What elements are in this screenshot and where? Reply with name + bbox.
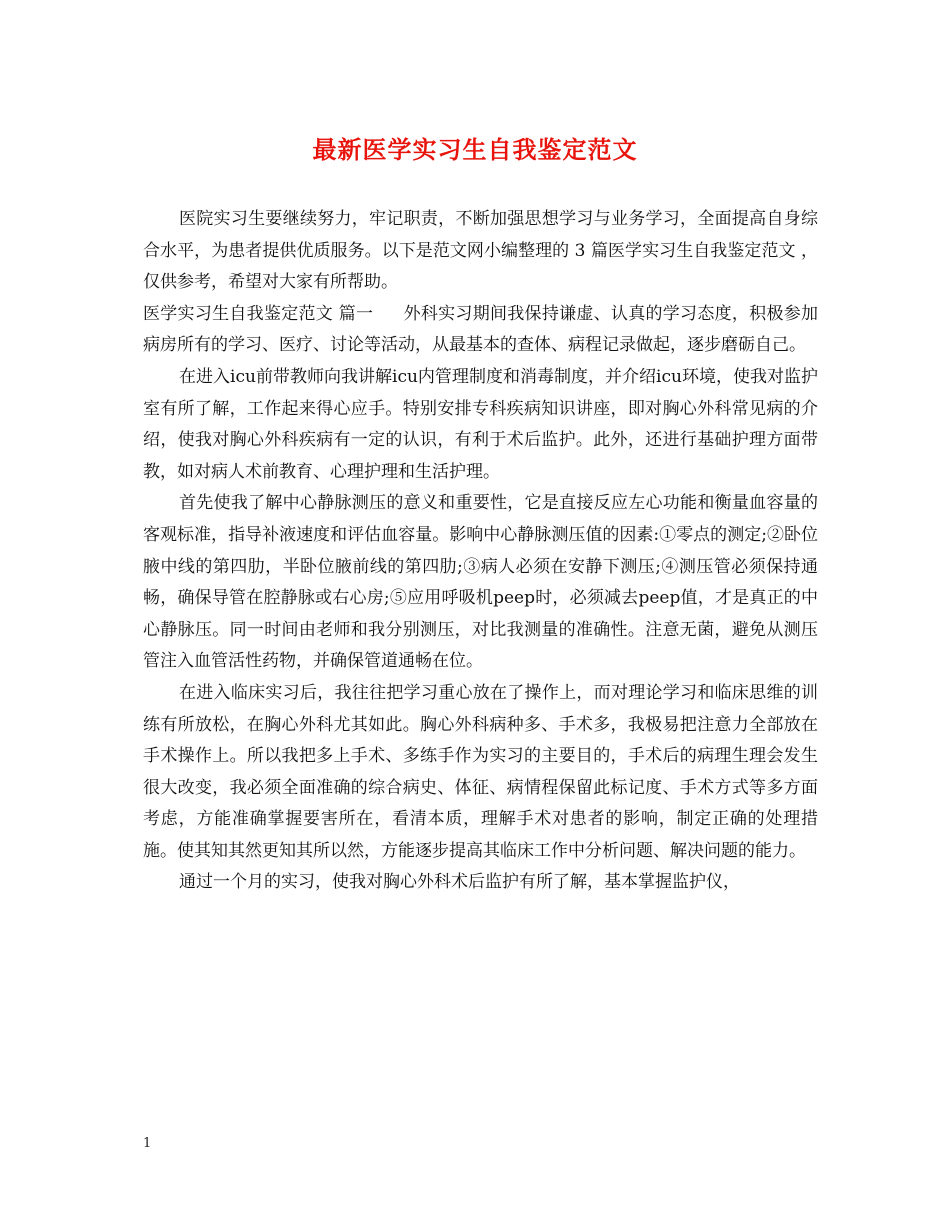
body-paragraph: 在进入icu前带教师向我讲解icu内管理制度和消毒制度，并介绍icu环境，使我对监护室有所了解，工作起来得心应手。特别安排专科疾病知识讲座，即对胸心外科常见病的介绍，使我对胸心外科疾病有一定的认识，有利于术后监护。此外，还进行基础护理方面带教，如对病人术前教育、心理护理和生活护理。 <box>143 366 818 482</box>
section-paragraph <box>143 299 818 362</box>
intro-paragraph: 医院实习生要继续努力，牢记职责，不断加强思想学习与业务学习，全面提高自身综合水平，为患者提供优质服务。以下是范文网小编整理的 3 篇医学实习生自我鉴定范文 ，仅供参考，希望对大家有所帮助。 <box>143 209 818 293</box>
document-body <box>143 204 818 899</box>
section-text: 外科实习期间我保持谦虚、认真的学习态度，积极参加病房所有的学习、医疗、讨论等活动，从最基本的查体、病程记录做起，逐步磨砺自己。 <box>143 303 819 356</box>
document-title: 最新医学实习生自我鉴定范文 <box>312 135 638 164</box>
body-paragraph: 在进入临床实习后，我往往把学习重心放在了操作上，而对理论学习和临床思维的训练有所放松，在胸心外科尤其如此。胸心外科病种多、手术多，我极易把注意力全部放在手术操作上。所以我把多上手术、多练手作为实习的主要目的，手术后的病理生理会发生很大改变，我必须全面准确的综合病史、体征、病情程保留此标记度、手术方式等多方面考虑，方能准确掌握要害所在，看清本质，理解手术对患者的影响，制定正确的处理措施。使其知其然更知其所以然，方能逐步提高其临床工作中分析问题、解决问题的能力。 <box>143 682 818 861</box>
page-number: 1 <box>143 1136 152 1151</box>
section-label: 医学实习生自我鉴定范文 篇一 <box>143 303 374 324</box>
body-paragraph: 首先使我了解中心静脉测压的意义和重要性，它是直接反应左心功能和衡量血容量的客观标准，指导补液速度和评估血容量。影响中心静脉测压值的因素:①零点的测定;②卧位腋中线的第四肋，半卧位腋前线的第四肋;③病人必须在安静下测压;④测压管必须保持通畅，确保导管在腔静脉或右心房;⑤应用呼吸机peep时，必须减去peep值，才是真正的中心静脉压。同一时间由老师和我分别测压，对比我测量的准确性。注意无菌，避免从测压管注入血管活性药物，并确保管道通畅在位。 <box>143 493 818 672</box>
body-paragraph: 通过一个月的实习，使我对胸心外科术后监护有所了解，基本掌握监护仪， <box>179 872 740 893</box>
